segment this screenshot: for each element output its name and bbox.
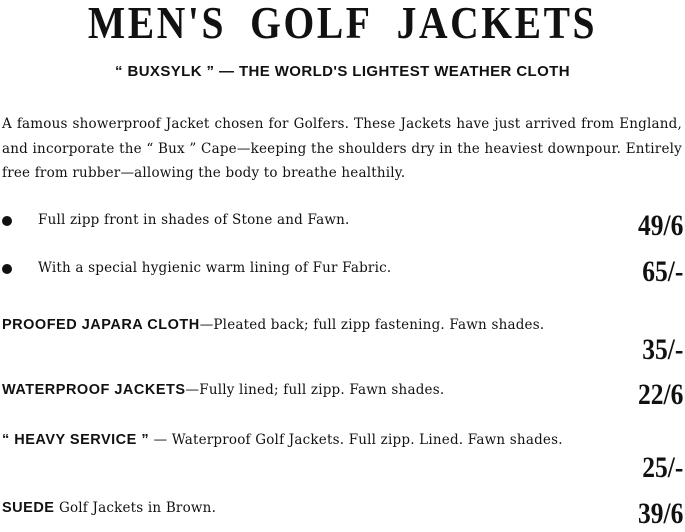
item-desc: Golf Jackets in Brown. <box>54 500 217 516</box>
price-suede: 39/6 <box>637 497 683 530</box>
title-word-golf: GOLF <box>250 0 373 48</box>
item-name: “ HEAVY SERVICE ” <box>2 432 150 448</box>
intro-paragraph: A famous showerproof Jacket chosen for Golfers. These Jackets have just arrived from England, and incorporate the “ Bux ” Cape—keeping the shoulders dry in the heaviest downpour. Entirely free from rubber—allowing the body to breathe healthily. <box>2 116 682 181</box>
item-desc: — Waterproof Golf Jackets. Full zipp. Lined. Fawn shades. <box>149 432 563 448</box>
item-waterproof-jackets <box>2 382 683 398</box>
price-japara-cloth: 35/- <box>641 333 683 366</box>
item-desc: —Fully lined; full zipp. Fawn shades. <box>185 382 445 398</box>
price-heavy-service: 25/- <box>641 451 683 484</box>
price-bullet-1: 49/6 <box>637 209 683 242</box>
page-title <box>48 0 637 50</box>
bullet-text-stone-fawn: Full zipp front in shades of Stone and Fawn. <box>38 212 350 228</box>
subtitle: “ BUXSYLK ” — THE WORLD'S LIGHTEST WEATHER CLOTH <box>115 63 570 80</box>
price-bullet-2: 65/- <box>641 255 683 288</box>
bullet-icon <box>2 264 12 274</box>
item-name: WATERPROOF JACKETS <box>2 382 186 398</box>
title-word-jackets: JACKETS <box>396 0 598 48</box>
item-name: PROOFED JAPARA CLOTH <box>2 317 200 333</box>
item-desc: —Pleated back; full zipp fastening. Fawn shades. <box>199 317 545 333</box>
bullet-icon <box>2 216 12 226</box>
title-word-mens: MEN'S <box>87 0 227 48</box>
price-waterproof-jackets: 22/6 <box>637 378 683 411</box>
bullet-text-fur-lining: With a special hygienic warm lining of Fur Fabric. <box>38 260 392 276</box>
item-name: SUEDE <box>2 500 55 516</box>
item-suede <box>2 500 683 516</box>
item-heavy-service <box>2 428 683 453</box>
item-japara-cloth <box>2 317 683 333</box>
